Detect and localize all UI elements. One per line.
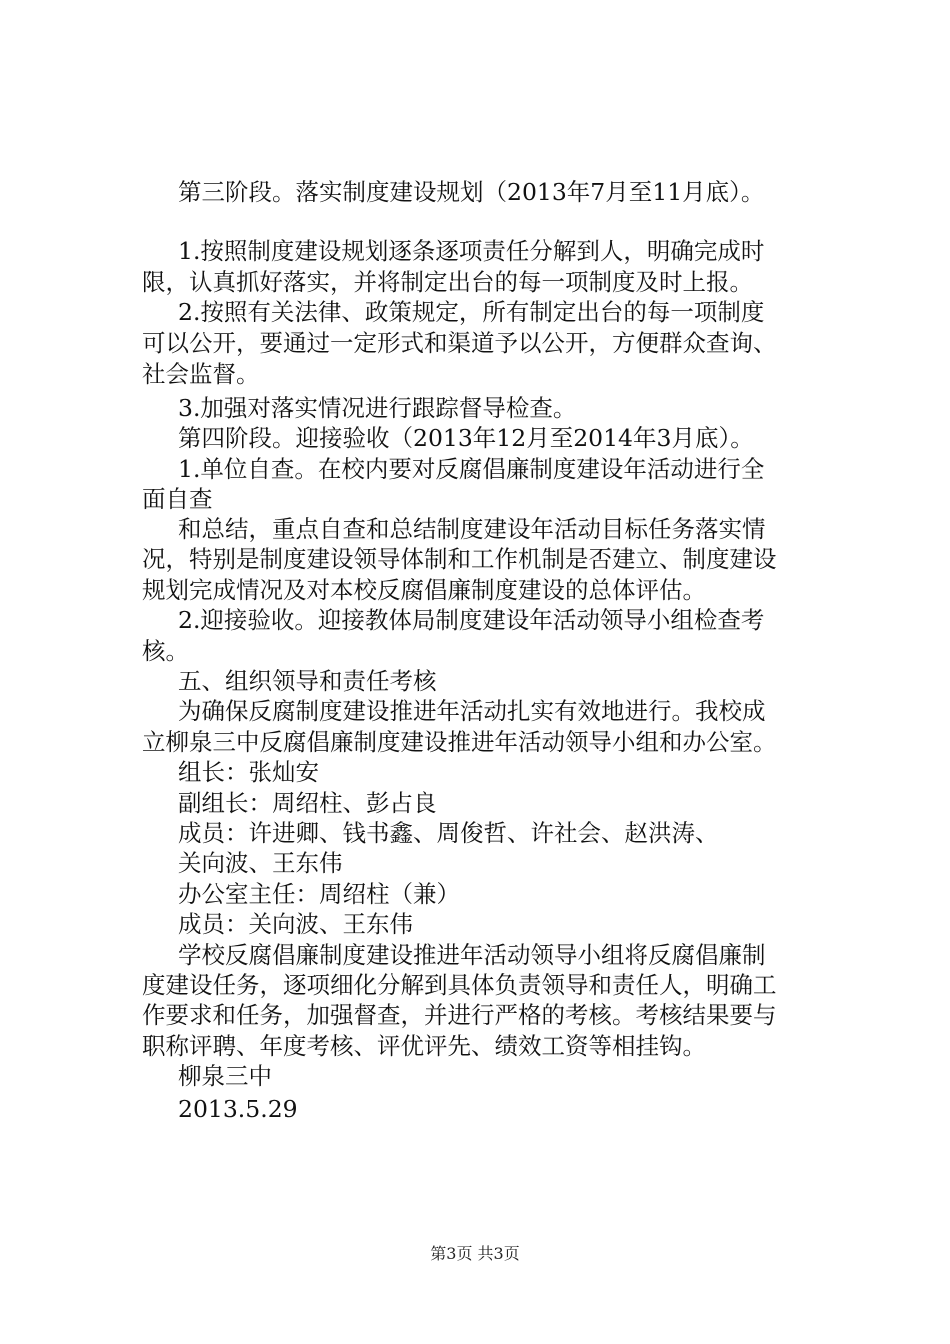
text-line: 副组长：周绍柱、彭占良 [178, 789, 437, 817]
text-line: 和总结，重点自查和总结制度建设年活动目标任务落实情 [178, 515, 766, 543]
text-line: 核。 [142, 637, 189, 665]
text-line: 规划完成情况及对本校反腐倡廉制度建设的总体评估。 [142, 576, 706, 604]
signature-date: 2013.5.29 [178, 1095, 298, 1123]
text-line: 作要求和任务，加强督查，并进行严格的考核。考核结果要与 [142, 1001, 777, 1029]
text-line: 第四阶段。迎接验收（2013年12月至2014年3月底）。 [178, 424, 754, 452]
section-heading: 五、组织领导和责任考核 [178, 667, 437, 695]
page-number: 第3页 共3页 [430, 1244, 520, 1263]
text-line: 1.按照制度建设规划逐条逐项责任分解到人，明确完成时 [178, 237, 765, 265]
text-line: 关向波、王东伟 [178, 849, 343, 877]
text-line: 成员：关向波、王东伟 [178, 910, 413, 938]
text-line: 限，认真抓好落实，并将制定出台的每一项制度及时上报。 [142, 268, 753, 296]
text-line: 度建设任务，逐项细化分解到具体负责领导和责任人，明确工 [142, 971, 777, 999]
text-line: 成员：许进卿、钱书鑫、周俊哲、许社会、赵洪涛、 [178, 819, 719, 847]
text-line: 可以公开，要通过一定形式和渠道予以公开，方便群众查询、 [142, 329, 777, 357]
signature-org: 柳泉三中 [178, 1062, 272, 1090]
text-line: 况，特别是制度建设领导体制和工作机制是否建立、制度建设 [142, 545, 777, 573]
text-line: 第三阶段。落实制度建设规划（2013年7月至11月底）。 [178, 178, 765, 206]
text-line: 3.加强对落实情况进行跟踪督导检查。 [178, 394, 577, 422]
text-line: 2.迎接验收。迎接教体局制度建设年活动领导小组检查考 [178, 606, 765, 634]
text-line: 职称评聘、年度考核、评优评先、绩效工资等相挂钩。 [142, 1032, 706, 1060]
text-line: 社会监督。 [142, 360, 260, 388]
text-line: 立柳泉三中反腐倡廉制度建设推进年活动领导小组和办公室。 [142, 728, 777, 756]
text-line: 为确保反腐制度建设推进年活动扎实有效地进行。我校成 [178, 697, 766, 725]
text-line: 学校反腐倡廉制度建设推进年活动领导小组将反腐倡廉制 [178, 941, 766, 969]
text-line: 办公室主任：周绍柱（兼） [178, 880, 460, 908]
text-line: 组长：张灿安 [178, 758, 319, 786]
text-line: 2.按照有关法律、政策规定，所有制定出台的每一项制度 [178, 298, 765, 326]
text-line: 1.单位自查。在校内要对反腐倡廉制度建设年活动进行全 [178, 455, 765, 483]
text-line: 面自查 [142, 485, 213, 513]
